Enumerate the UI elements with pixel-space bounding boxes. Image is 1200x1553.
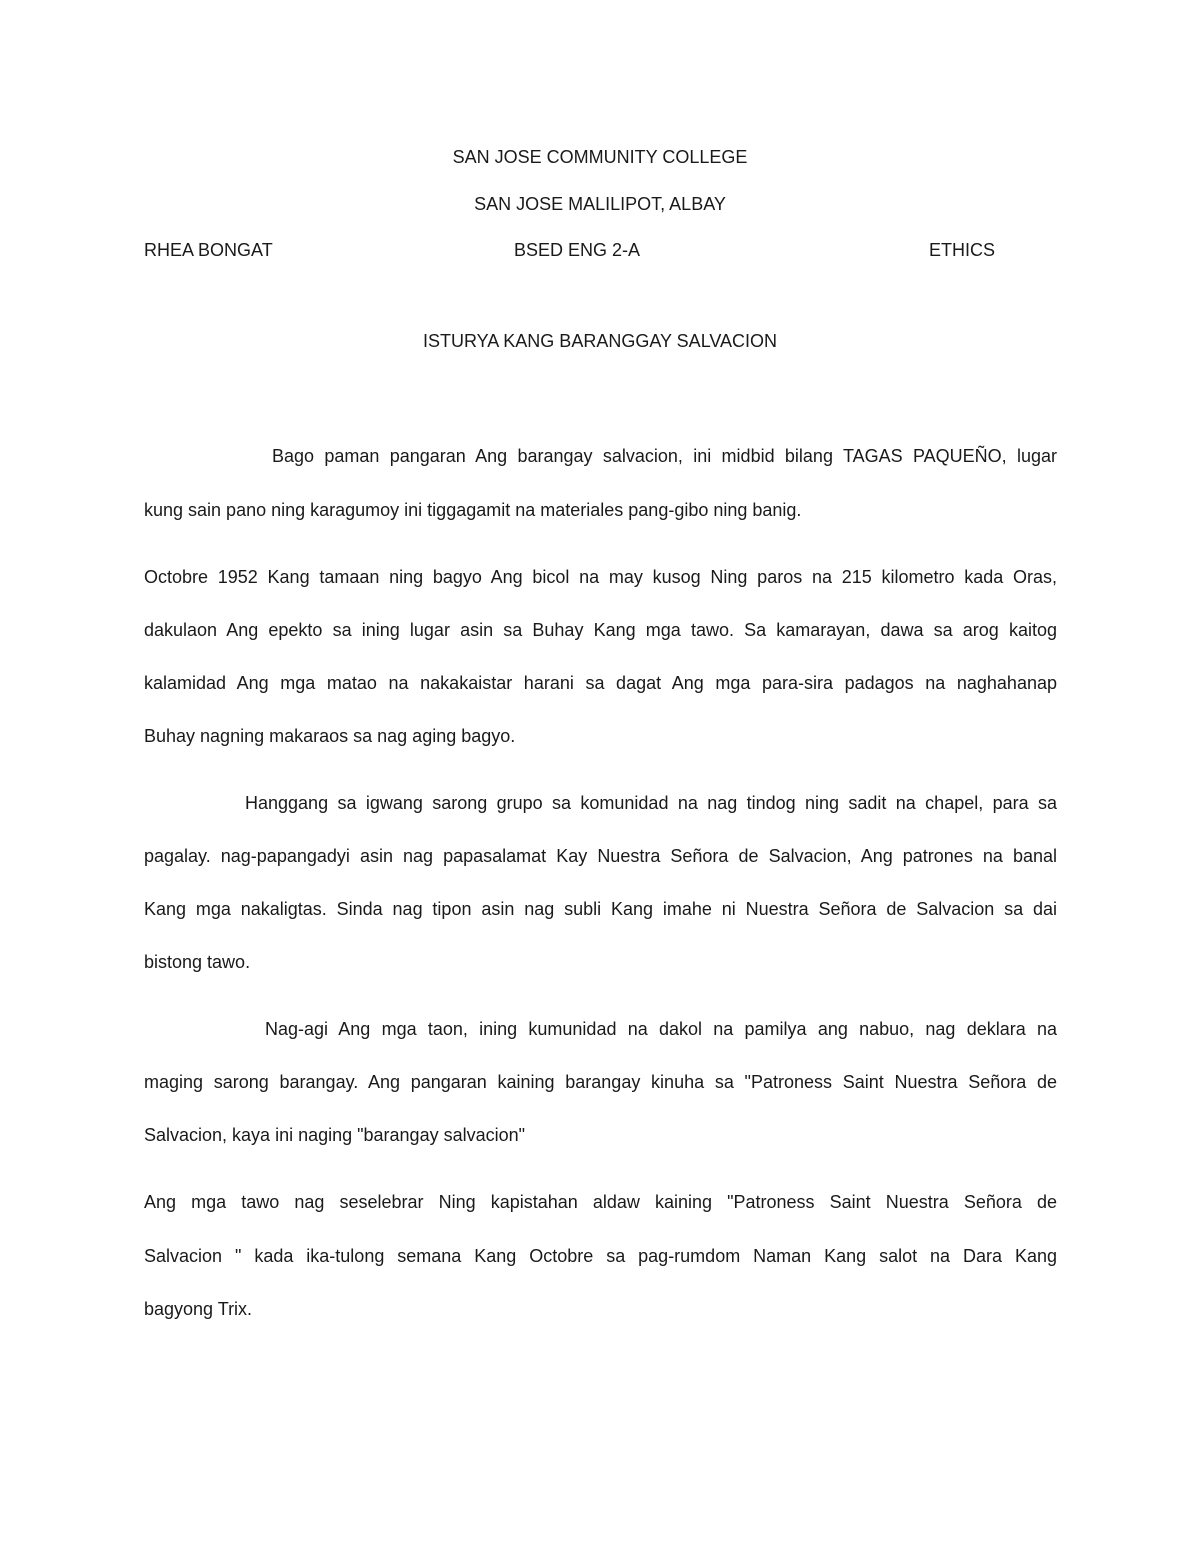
paragraph-line: bistong tawo. bbox=[144, 952, 251, 972]
paragraph-line: Ang mga tawo nag seselebrar Ning kapistahan aldaw kaining "Patroness Saint Nuestra Señora de bbox=[144, 1192, 1057, 1212]
paragraph-line: dakulaon Ang epekto sa ining lugar asin sa Buhay Kang mga tawo. Sa kamarayan, dawa sa arog kaitog bbox=[144, 620, 1057, 640]
paragraph-line: Octobre 1952 Kang tamaan ning bagyo Ang bicol na may kusog Ning paros na 215 kilometro kada Oras, bbox=[144, 567, 1057, 587]
subject-name: ETHICS bbox=[929, 240, 996, 260]
college-location: SAN JOSE MALILIPOT, ALBAY bbox=[474, 194, 726, 214]
paragraph-line: Nag-agi Ang mga taon, ining kumunidad na dakol na pamilya ang nabuo, nag deklara na bbox=[265, 1019, 1057, 1039]
paragraph-line: Salvacion, kaya ini naging "barangay salvacion" bbox=[144, 1125, 526, 1145]
paragraph-line: kung sain pano ning karagumoy ini tiggagamit na materiales pang-gibo ning banig. bbox=[144, 500, 802, 520]
student-section: BSED ENG 2-A bbox=[514, 240, 641, 260]
paragraph-line: Salvacion " kada ika-tulong semana Kang Octobre sa pag-rumdom Naman Kang salot na Dara Kang bbox=[144, 1246, 1057, 1266]
college-name: SAN JOSE COMMUNITY COLLEGE bbox=[452, 147, 748, 167]
paragraph-line: Buhay nagning makaraos sa nag aging bagyo. bbox=[144, 726, 516, 746]
student-name: RHEA BONGAT bbox=[144, 240, 273, 260]
paragraph-line: Kang mga nakaligtas. Sinda nag tipon asin nag subli Kang imahe ni Nuestra Señora de Salvacion sa dai bbox=[144, 899, 1057, 919]
paragraph-line: Hanggang sa igwang sarong grupo sa komunidad na nag tindog ning sadit na chapel, para sa bbox=[245, 793, 1057, 813]
paragraph-line: kalamidad Ang mga matao na nakakaistar harani sa dagat Ang mga para-sira padagos na naghahanap bbox=[144, 673, 1057, 693]
paragraph-line: bagyong Trix. bbox=[144, 1299, 253, 1319]
paragraph-line: pagalay. nag-papangadyi asin nag papasalamat Kay Nuestra Señora de Salvacion, Ang patrones na banal bbox=[144, 846, 1057, 866]
document-title: ISTURYA KANG BARANGGAY SALVACION bbox=[422, 331, 778, 351]
paragraph-line: Bago paman pangaran Ang barangay salvacion, ini midbid bilang TAGAS PAQUEÑO, lugar bbox=[272, 446, 1057, 466]
paragraph-line: maging sarong barangay. Ang pangaran kaining barangay kinuha sa "Patroness Saint Nuestra Señora de bbox=[144, 1072, 1057, 1092]
